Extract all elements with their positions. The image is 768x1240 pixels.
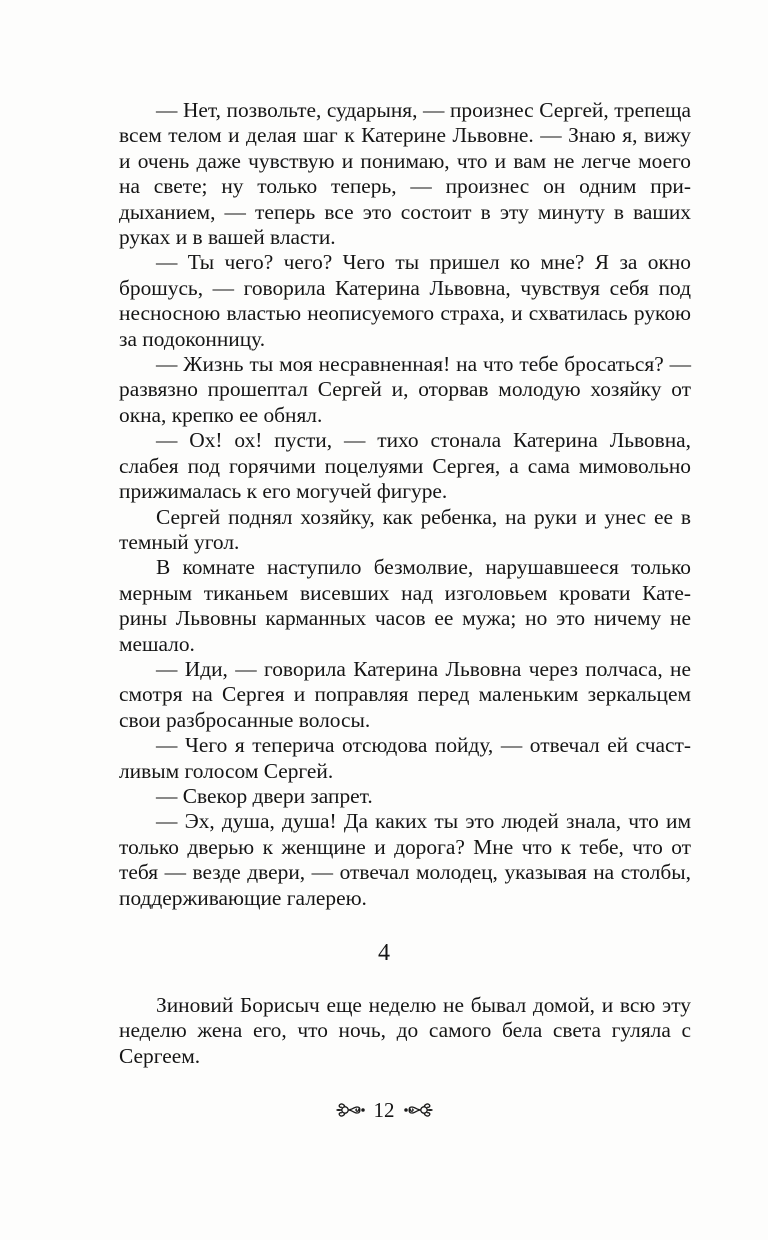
paragraph: — Ох! ох! пусти, — тихо стонала Катерина Львовна, слабея под горячими поцелуями Сергея, а сама мимовольно прижималась к его могучей фигуре.: [119, 428, 691, 504]
paragraph: В комнате наступило безмолвие, нарушавшееся только мерным тиканьем висевших над изголовьем кровати Катерины Львовны карманных часов ее мужа; но это ничему не мешало.: [119, 555, 691, 656]
paragraph: — Чего я теперича отсюдова пойду, — отвечал ей счастливым голосом Сергей.: [119, 733, 691, 783]
page-footer: [0, 1097, 768, 1123]
paragraph: — Свекор двери запрет.: [156, 783, 373, 808]
paragraph: — Иди, — говорила Катерина Львовна через полчаса, не смотря на Сергея и поправляя перед маленьким зеркальцем свои разбросанные волосы.: [119, 656, 691, 732]
fleuron-left-icon: [336, 1101, 366, 1119]
fleuron-right-icon: [403, 1101, 433, 1119]
paragraph: Зиновий Борисыч еще неделю не бывал домой, и всю эту неделю жена его, что ночь, до самого бела света гуляла с Сергеем.: [119, 993, 691, 1068]
paragraph: Сергей поднял хозяйку, как ребенка, на руки и унес ее в темный угол.: [119, 504, 691, 554]
paragraph: — Жизнь ты моя несравненная! на что тебе бросаться? — развязно прошептал Сергей и, оторвав молодую хозяйку от окна, крепко ее обнял.: [119, 352, 691, 427]
chapter-text: [119, 993, 691, 1069]
body-text: [119, 98, 691, 911]
chapter-number: 4: [378, 940, 390, 966]
paragraph: — Ты чего? чего? Чего ты пришел ко мне? Я за окно брошусь, — говорила Катерина Львовна, чувствуя себя под несносною властью неописуемого страха, и схватилась рукою за подоконницу.: [119, 250, 691, 351]
page-number: 12: [373, 1098, 395, 1122]
paragraph: — Эх, душа, душа! Да каких ты это людей знала, что им только дверью к женщине и дорога? Мне что к тебе, что от тебя — везде двери, — отвечал молодец, указывая на столбы, поддерживающие галерею.: [119, 809, 691, 910]
paragraph: — Нет, позвольте, сударыня, — произнес Сергей, трепеща всем телом и делая шаг к Катерине Львовне. — Знаю я, вижу и очень даже чувствую и понимаю, что и вам не легче моего на свете; ну только теперь, — произнес он одним придыханием, — теперь все это состоит в эту минуту в ваших руках и в вашей власти.: [119, 98, 691, 250]
